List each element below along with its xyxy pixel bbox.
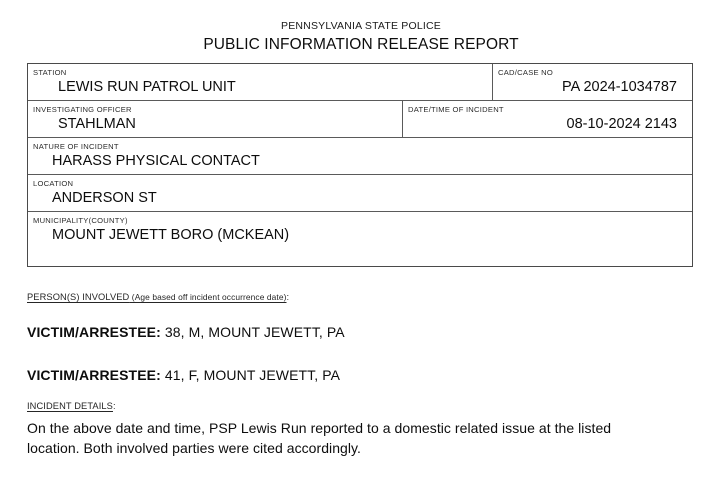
- field-station-value: LEWIS RUN PATROL UNIT: [58, 79, 236, 95]
- incident-details-heading-colon: :: [112, 401, 116, 411]
- field-station: [28, 64, 493, 100]
- person-role-label: VICTIM/ARRESTEE:: [27, 367, 161, 383]
- field-municipality-value: MOUNT JEWETT BORO (MCKEAN): [52, 227, 290, 243]
- table-row-nature: [28, 138, 692, 175]
- field-nature-of-incident: [28, 138, 691, 174]
- field-investigating-officer-label: INVESTIGATING OFFICER: [33, 105, 132, 114]
- page-title: PUBLIC INFORMATION RELEASE REPORT: [203, 36, 519, 53]
- field-date-time-of-incident: [403, 101, 691, 137]
- field-investigating-officer-value: STAHLMAN: [58, 116, 136, 132]
- field-investigating-officer: [28, 101, 403, 137]
- table-row-station: [28, 64, 692, 101]
- persons-involved-heading-colon: :: [286, 292, 290, 302]
- person-entry: [27, 367, 340, 383]
- document-header: [0, 0, 722, 55]
- field-nature-of-incident-label: NATURE OF INCIDENT: [33, 142, 119, 151]
- incident-details-heading: [27, 401, 116, 411]
- person-entry: [27, 324, 345, 340]
- field-location: [28, 175, 691, 211]
- field-municipality: [28, 212, 691, 266]
- person-details-value: 38, M, MOUNT JEWETT, PA: [164, 324, 345, 340]
- persons-involved-heading-main: PERSON(S) INVOLVED: [27, 292, 130, 302]
- persons-involved-heading-note: (Age based off incident occurrence date): [129, 292, 287, 302]
- field-municipality-label: MUNICIPALITY(COUNTY): [33, 216, 128, 225]
- incident-details-body: On the above date and time, PSP Lewis Run reported to a domestic related issue at the listed location. Both involved parties were cited accordingly.: [27, 420, 612, 456]
- incident-details-heading-text: INCIDENT DETAILS: [27, 401, 113, 411]
- person-details-value: 41, F, MOUNT JEWETT, PA: [164, 367, 341, 383]
- field-nature-of-incident-value: HARASS PHYSICAL CONTACT: [52, 153, 260, 169]
- field-cad-case-no-label: CAD/CASE NO: [498, 68, 554, 77]
- field-date-time-of-incident-value: 08-10-2024 2143: [566, 116, 677, 132]
- field-cad-case-no: [493, 64, 691, 100]
- person-role-label: VICTIM/ARRESTEE:: [27, 324, 161, 340]
- field-cad-case-no-value: PA 2024-1034787: [561, 79, 677, 95]
- agency-name: PENNSYLVANIA STATE POLICE: [280, 20, 442, 32]
- persons-involved-heading: [27, 292, 289, 302]
- incident-info-table: [27, 63, 693, 267]
- field-date-time-of-incident-label: DATE/TIME OF INCIDENT: [408, 105, 504, 114]
- field-station-label: STATION: [33, 68, 67, 77]
- field-location-value: ANDERSON ST: [52, 190, 157, 206]
- table-row-municipality: [28, 212, 692, 266]
- field-location-label: LOCATION: [33, 179, 74, 188]
- table-row-location: [28, 175, 692, 212]
- table-row-officer: [28, 101, 692, 138]
